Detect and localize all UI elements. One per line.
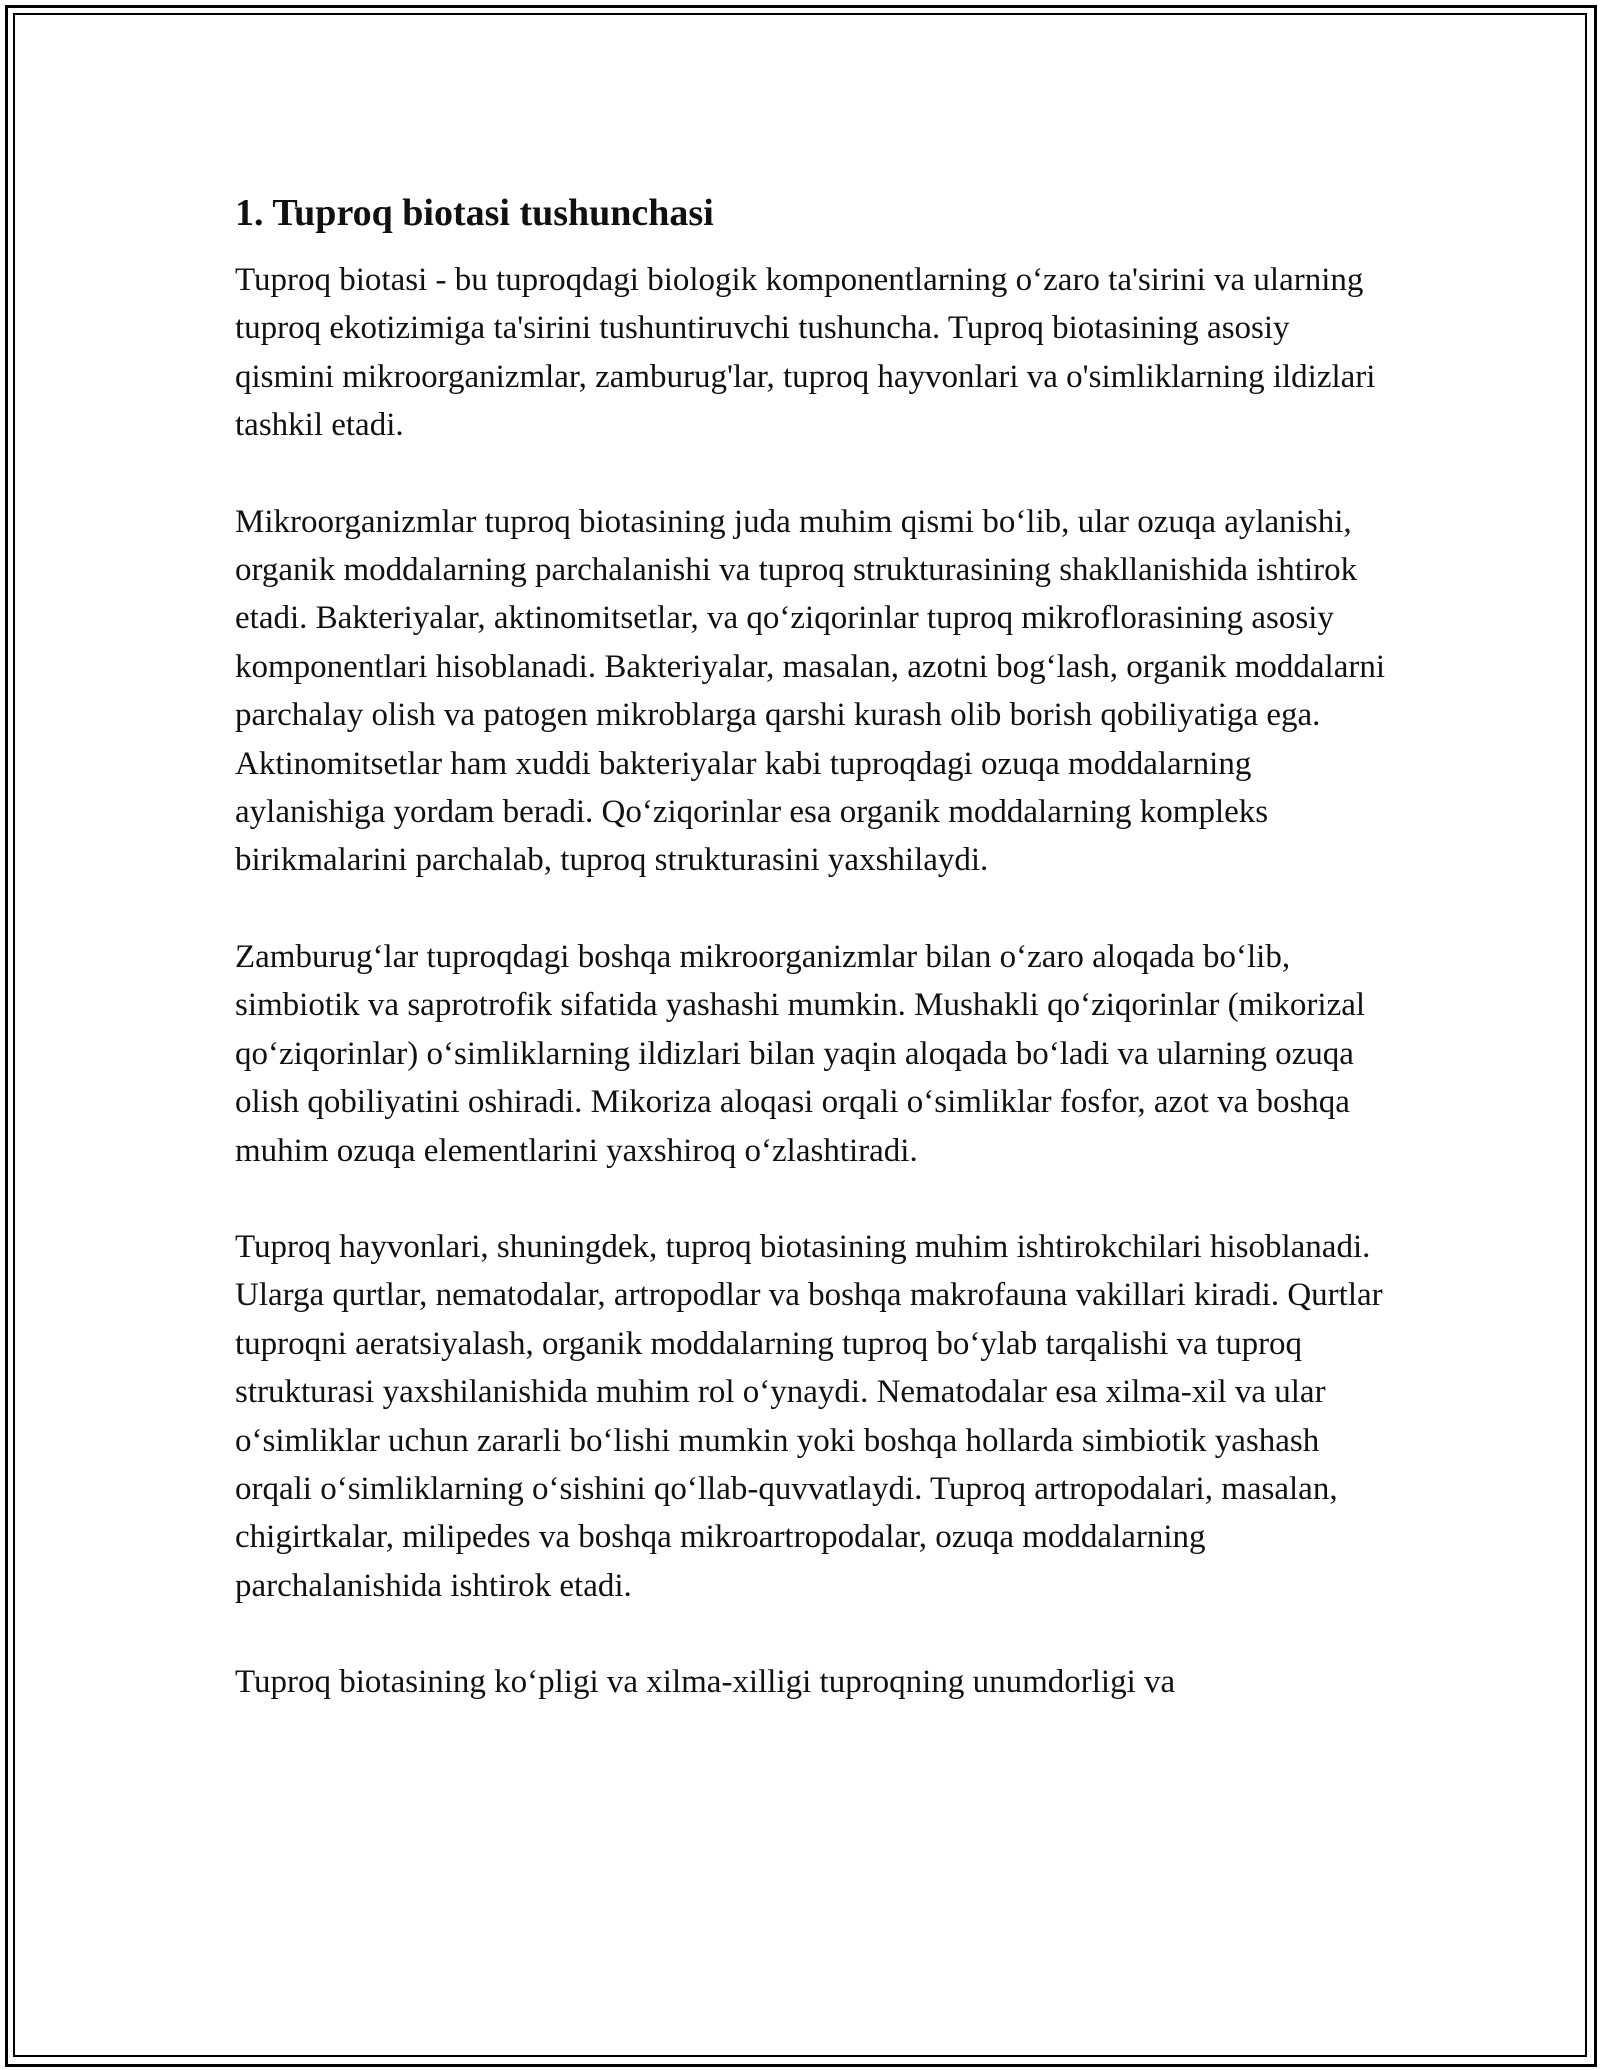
paragraph-biodiversity: Tuproq biotasining ko‘pligi va xilma-xilligi tuproqning unumdorligi va [235,1664,1176,1701]
paragraph-microorganisms: Mikroorganizmlar tuproq biotasining juda muhim qismi bo‘lib, ular ozuqa aylanishi, organik moddalarning parchalanishi va tuproq strukturasining shakllanishida ishtirok etadi. Bakteriyalar, aktinomitsetlar, va qo‘ziqorinlar tuproq mikroflorasining asosiy komponentlari hisoblanadi. Bakteriyalar, masalan, azotni bog‘lash, organik moddalarni parchalay olish va patogen mikroblarga qarshi kurash olib borish qobiliyatiga ega. Aktinomitsetlar ham xuddi bakteriyalar kabi tuproqdagi ozuqa moddalarning aylanishiga yordam beradi. Qo‘ziqorinlar esa organik moddalarning kompleks birikmalarini parchalab, tuproq strukturasini yaxshilaydi. [235,503,1386,879]
paragraph-fungi: Zamburug‘lar tuproqdagi boshqa mikroorganizmlar bilan o‘zaro aloqada bo‘lib, simbiotik va saprotrofik sifatida yashashi mumkin. Mushakli qo‘ziqorinlar (mikorizal qo‘ziqorinlar) o‘simliklarning ildizlari bilan yaqin aloqada bo‘ladi va ularning ozuqa olish qobiliyatini oshiradi. Mikoriza aloqasi orqali o‘simliklar fosfor, azot va boshqa muhim ozuqa elementlarini yaxshiroq o‘zlashtiradi. [235,938,1366,1169]
paragraph-soil-animals: Tuproq hayvonlari, shuningdek, tuproq biotasining muhim ishtirokchilari hisoblanadi. Ularga qurtlar, nematodalar, artropodlar va boshqa makrofauna vakillari kiradi. Qurtlar tuproqni aeratsiyalash, organik moddalarning tuproq bo‘ylab tarqalishi va tuproq strukturasi yaxshilanishida muhim rol o‘ynaydi. Nematodalar esa xilma-xil va ular o‘simliklar uchun zararli bo‘lishi mumkin yoki boshqa hollarda simbiotik yashash orqali o‘simliklarning o‘sishini qo‘llab-quvvatlaydi. Tuproq artropodalari, masalan, chigirtkalar, milipedes va boshqa mikroartropodalar, ozuqa moddalarning parchalanishida ishtirok etadi. [235,1228,1383,1604]
paragraph-intro: Tuproq biotasi - bu tuproqdagi biologik komponentlarning o‘zaro ta'sirini va ularning tuproq ekotizimiga ta'sirini tushuntiruvchi tushuncha. Tuproq biotasining asosiy qismini mikroorganizmlar, zamburug'lar, tuproq hayvonlari va o'simliklarning ildizlari tashkil etadi. [235,262,1376,444]
document-body [235,188,1385,1707]
section-heading: 1. Tuproq biotasi tushunchasi [235,192,714,234]
